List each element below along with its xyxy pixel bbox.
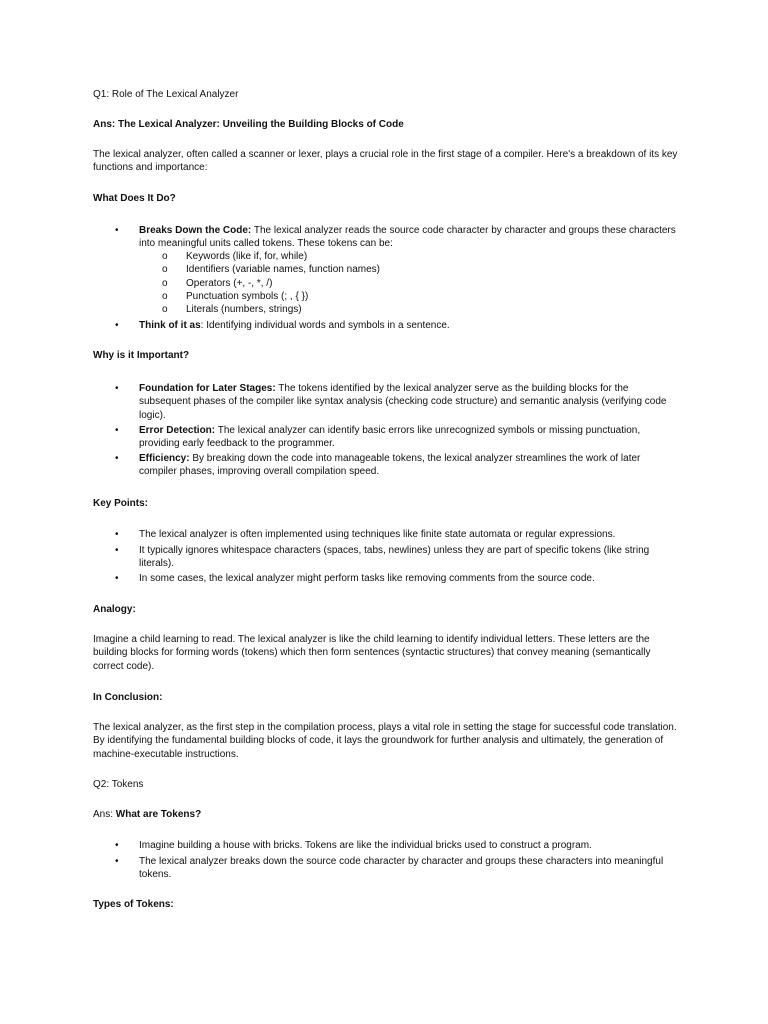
list-item-bold: Think of it as (139, 320, 201, 331)
list-item-bold: Error Detection: (139, 425, 216, 436)
list-item-text: The tokens identified by the lexical analyzer serve as the building blocks for the subsequent phases of the compiler like syntax analysis (checking code structure) and semantic analysis (verifying code logic). (139, 383, 667, 421)
list-item-text: : Identifying individual words and symbols in a sentence. (200, 320, 450, 331)
list-item-bold: Efficiency: (139, 453, 190, 464)
list-item-text: By breaking down the code into manageable tokens, the lexical analyzer streamlines the work of later compiler phases, improving overall compilation speed. (139, 453, 641, 478)
answer-prefix: Ans: (93, 809, 116, 820)
list-item: Imagine building a house with bricks. Tokens are like the individual bricks used to construct a program. (139, 840, 592, 851)
list-item-text: The lexical analyzer can identify basic errors like unrecognized symbols or missing punctuation, providing early feedback to the programmer. (139, 425, 641, 450)
q1-intro-paragraph: The lexical analyzer, often called a scanner or lexer, plays a crucial role in the first stage of a compiler. Here's a breakdown of its key functions and importance: (93, 149, 678, 174)
types-of-tokens-heading: Types of Tokens: (93, 899, 174, 910)
list-item (139, 382, 679, 422)
q1-title: Q1: Role of The Lexical Analyzer (93, 89, 239, 100)
conclusion-paragraph: The lexical analyzer, as the first step in the compilation process, plays a vital role in setting the stage for successful code translation. By identifying the fundamental building blocks of code, it lays the groundwork for further analysis and ultimately, the generation of machine-executable instructions. (93, 722, 677, 760)
list-item-bold: Foundation for Later Stages: (139, 383, 276, 394)
bullet-icon: • (115, 573, 119, 584)
sub-bullet-icon: o (162, 291, 168, 302)
list-item-bold: Breaks Down the Code: (139, 225, 252, 236)
token-kind-item: Literals (numbers, strings) (186, 304, 302, 315)
list-item (139, 224, 679, 251)
bullet-icon: • (115, 320, 119, 331)
conclusion-heading: In Conclusion: (93, 692, 163, 703)
list-item (139, 319, 679, 332)
key-points-heading: Key Points: (93, 498, 149, 509)
bullet-icon: • (115, 529, 119, 540)
list-item: The lexical analyzer is often implemented using techniques like finite state automata or regular expressions. (139, 529, 616, 540)
sub-bullet-icon: o (162, 278, 168, 289)
why-important-heading: Why is it Important? (93, 350, 190, 361)
list-item: In some cases, the lexical analyzer might perform tasks like removing comments from the source code. (139, 573, 595, 584)
bullet-icon: • (115, 225, 119, 236)
list-item (139, 424, 679, 451)
bullet-icon: • (115, 453, 119, 464)
q2-answer-heading (93, 808, 683, 821)
q1-answer-heading: Ans: The Lexical Analyzer: Unveiling the Building Blocks of Code (93, 119, 404, 130)
bullet-icon: • (115, 545, 119, 556)
sub-bullet-icon: o (162, 304, 168, 315)
bullet-icon: • (115, 425, 119, 436)
analogy-heading: Analogy: (93, 604, 136, 615)
bullet-icon: • (115, 840, 119, 851)
q2-title: Q2: Tokens (93, 779, 144, 790)
token-kind-item: Keywords (like if, for, while) (186, 251, 308, 262)
list-item: It typically ignores whitespace characters (spaces, tabs, newlines) unless they are part of specific tokens (like string literals). (139, 545, 650, 570)
answer-heading-bold: What are Tokens? (115, 809, 202, 820)
token-kind-item: Identifiers (variable names, function names) (186, 264, 380, 275)
analogy-paragraph: Imagine a child learning to read. The lexical analyzer is like the child learning to identify individual letters. These letters are the building blocks for forming words (tokens) which then form sentences (syntactic structures) that convey meaning (semantically correct code). (93, 634, 651, 672)
sub-bullet-icon: o (162, 264, 168, 275)
bullet-icon: • (115, 383, 119, 394)
list-item-text: The lexical analyzer reads the source code character by character and groups these characters into meaningful units called tokens. These tokens can be: (139, 225, 676, 250)
what-does-it-do-heading: What Does It Do? (93, 193, 176, 204)
list-item (139, 452, 679, 479)
bullet-icon: • (115, 856, 119, 867)
sub-bullet-icon: o (162, 251, 168, 262)
list-item: The lexical analyzer breaks down the source code character by character and groups these characters into meaningful tokens. (139, 856, 664, 881)
token-kind-item: Punctuation symbols (; , { }) (186, 291, 309, 302)
token-kind-item: Operators (+, -, *, /) (186, 278, 273, 289)
